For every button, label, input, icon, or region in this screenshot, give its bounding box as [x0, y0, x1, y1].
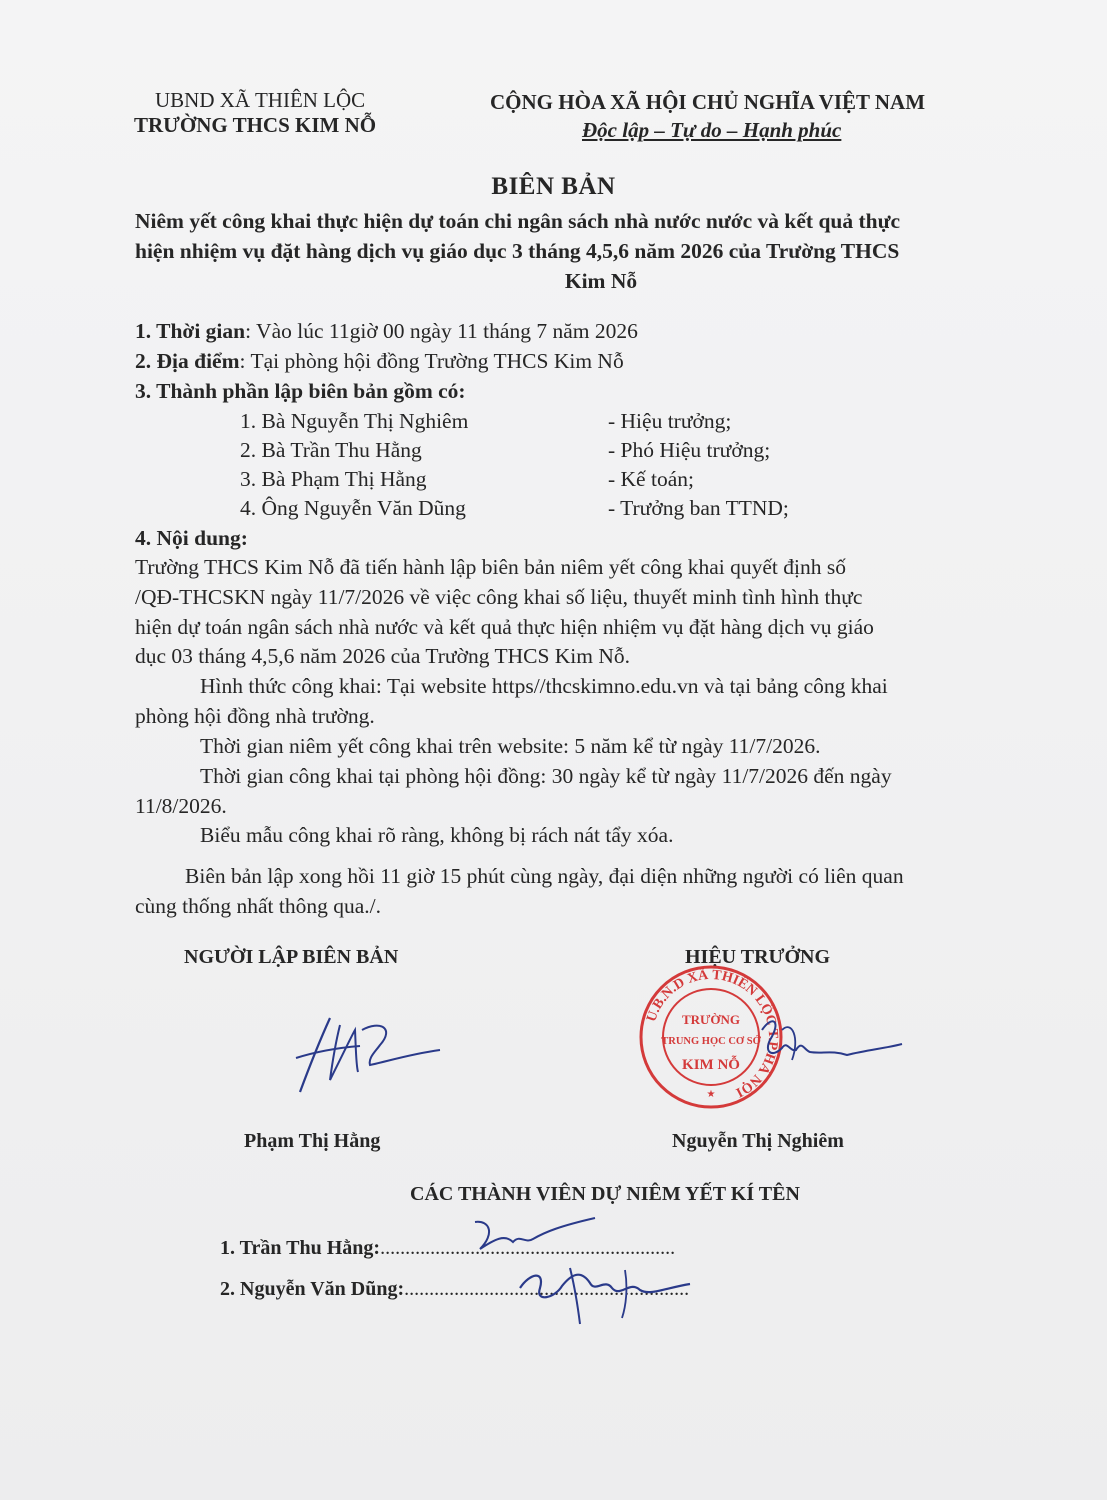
principal-signature — [752, 1010, 912, 1080]
preparer-name: Phạm Thị Hằng — [244, 1130, 381, 1152]
member-name: 2. Bà Trần Thu Hằng — [240, 438, 422, 462]
member-sign-label: 2. Nguyễn Văn Dũng: — [220, 1278, 405, 1300]
member-sign-label: 1. Trần Thu Hằng: — [220, 1237, 381, 1259]
members-label: 3. Thành phần lập biên bản gồm có: — [135, 379, 466, 403]
issuer-line-2: TRƯỜNG THCS KIM NỖ — [134, 113, 377, 137]
members-sign-title: CÁC THÀNH VIÊN DỰ NIÊM YẾT KÍ TÊN — [410, 1183, 800, 1205]
member-sign-row — [220, 1237, 675, 1260]
content-line: Thời gian niêm yết công khai trên website: 5 năm kể từ ngày 11/7/2026. — [200, 734, 821, 758]
member-role: - Hiệu trưởng; — [608, 409, 732, 433]
national-title: CỘNG HÒA XÃ HỘI CHỦ NGHĨA VIỆT NAM — [490, 90, 926, 114]
member-role: - Kế toán; — [608, 467, 694, 491]
preparer-signature — [290, 1010, 450, 1100]
member-signature-1 — [465, 1214, 605, 1254]
content-line: 11/8/2026. — [135, 794, 227, 818]
principal-name: Nguyễn Thị Nghiêm — [672, 1130, 844, 1152]
member-role: - Trưởng ban TTND; — [608, 496, 789, 520]
seal-ring-text: U.B.N.D XÃ THIÊN LỘC T.P HÀ NỘI — [644, 967, 781, 1100]
national-motto: Độc lập – Tự do – Hạnh phúc — [582, 118, 842, 142]
subtitle-line-3: Kim Nỗ — [564, 269, 638, 293]
time-value: : Vào lúc 11giờ 00 ngày 11 tháng 7 năm 2026 — [245, 319, 638, 343]
content-line: dục 03 tháng 4,5,6 năm 2026 của Trường THCS Kim Nỗ. — [135, 644, 631, 668]
closing-line: Biên bản lập xong hồi 11 giờ 15 phút cùng ngày, đại diện những người có liên quan — [185, 864, 904, 888]
content-line: hiện dự toán ngân sách nhà nước và kết quả thực hiện nhiệm vụ đặt hàng dịch vụ giáo — [135, 615, 874, 639]
document-title: BIÊN BẢN — [491, 173, 616, 200]
place-label: 2. Địa điểm — [135, 349, 240, 373]
preparer-title: NGƯỜI LẬP BIÊN BẢN — [184, 946, 399, 968]
content-line: Biểu mẫu công khai rõ ràng, không bị rách nát tẩy xóa. — [200, 823, 674, 847]
closing-line: cùng thống nhất thông qua./. — [135, 894, 382, 918]
subtitle-line-1: Niêm yết công khai thực hiện dự toán chi ngân sách nhà nước nước và kết quả thực — [135, 209, 901, 233]
member-sign-dots: ......................................................... — [404, 1278, 690, 1300]
seal-star-icon: ★ — [706, 1089, 716, 1100]
member-signature-2 — [500, 1258, 700, 1328]
place-value: : Tại phòng hội đồng Trường THCS Kim Nỗ — [239, 349, 624, 373]
member-name: 4. Ông Nguyễn Văn Dũng — [240, 496, 466, 520]
content-line: /QĐ-THCSKN ngày 11/7/2026 về việc công khai số liệu, thuyết minh tình hình thực — [135, 585, 863, 609]
subtitle-line-2: hiện nhiệm vụ đặt hàng dịch vụ giáo dục 3 tháng 4,5,6 năm 2026 của Trường THCS — [135, 239, 900, 263]
principal-title: HIỆU TRƯỞNG — [685, 946, 831, 968]
member-name: 1. Bà Nguyễn Thị Nghiêm — [240, 409, 469, 433]
content-line: Thời gian công khai tại phòng hội đồng: 30 ngày kể từ ngày 11/7/2026 đến ngày — [200, 764, 892, 788]
issuer-line-1: UBND XÃ THIÊN LỘC — [155, 88, 366, 112]
seal-line-2: TRUNG HỌC CƠ SỞ — [661, 1036, 761, 1047]
member-role: - Phó Hiệu trưởng; — [608, 438, 771, 462]
content-label: 4. Nội dung: — [135, 526, 248, 550]
place-row — [135, 346, 624, 376]
content-line: Hình thức công khai: Tại website https//thcskimno.edu.vn và tại bảng công khai — [200, 674, 888, 698]
time-row — [135, 316, 638, 346]
content-line: phòng hội đồng nhà trường. — [135, 704, 375, 728]
seal-line-1: TRƯỜNG — [681, 1012, 741, 1027]
content-line: Trường THCS Kim Nỗ đã tiến hành lập biên bản niêm yết công khai quyết định số — [135, 555, 846, 579]
member-name: 3. Bà Phạm Thị Hằng — [240, 467, 427, 491]
seal-line-3: KIM NỖ — [682, 1057, 740, 1073]
member-sign-dots: ........................................................... — [380, 1237, 676, 1259]
time-label: 1. Thời gian — [135, 319, 246, 343]
